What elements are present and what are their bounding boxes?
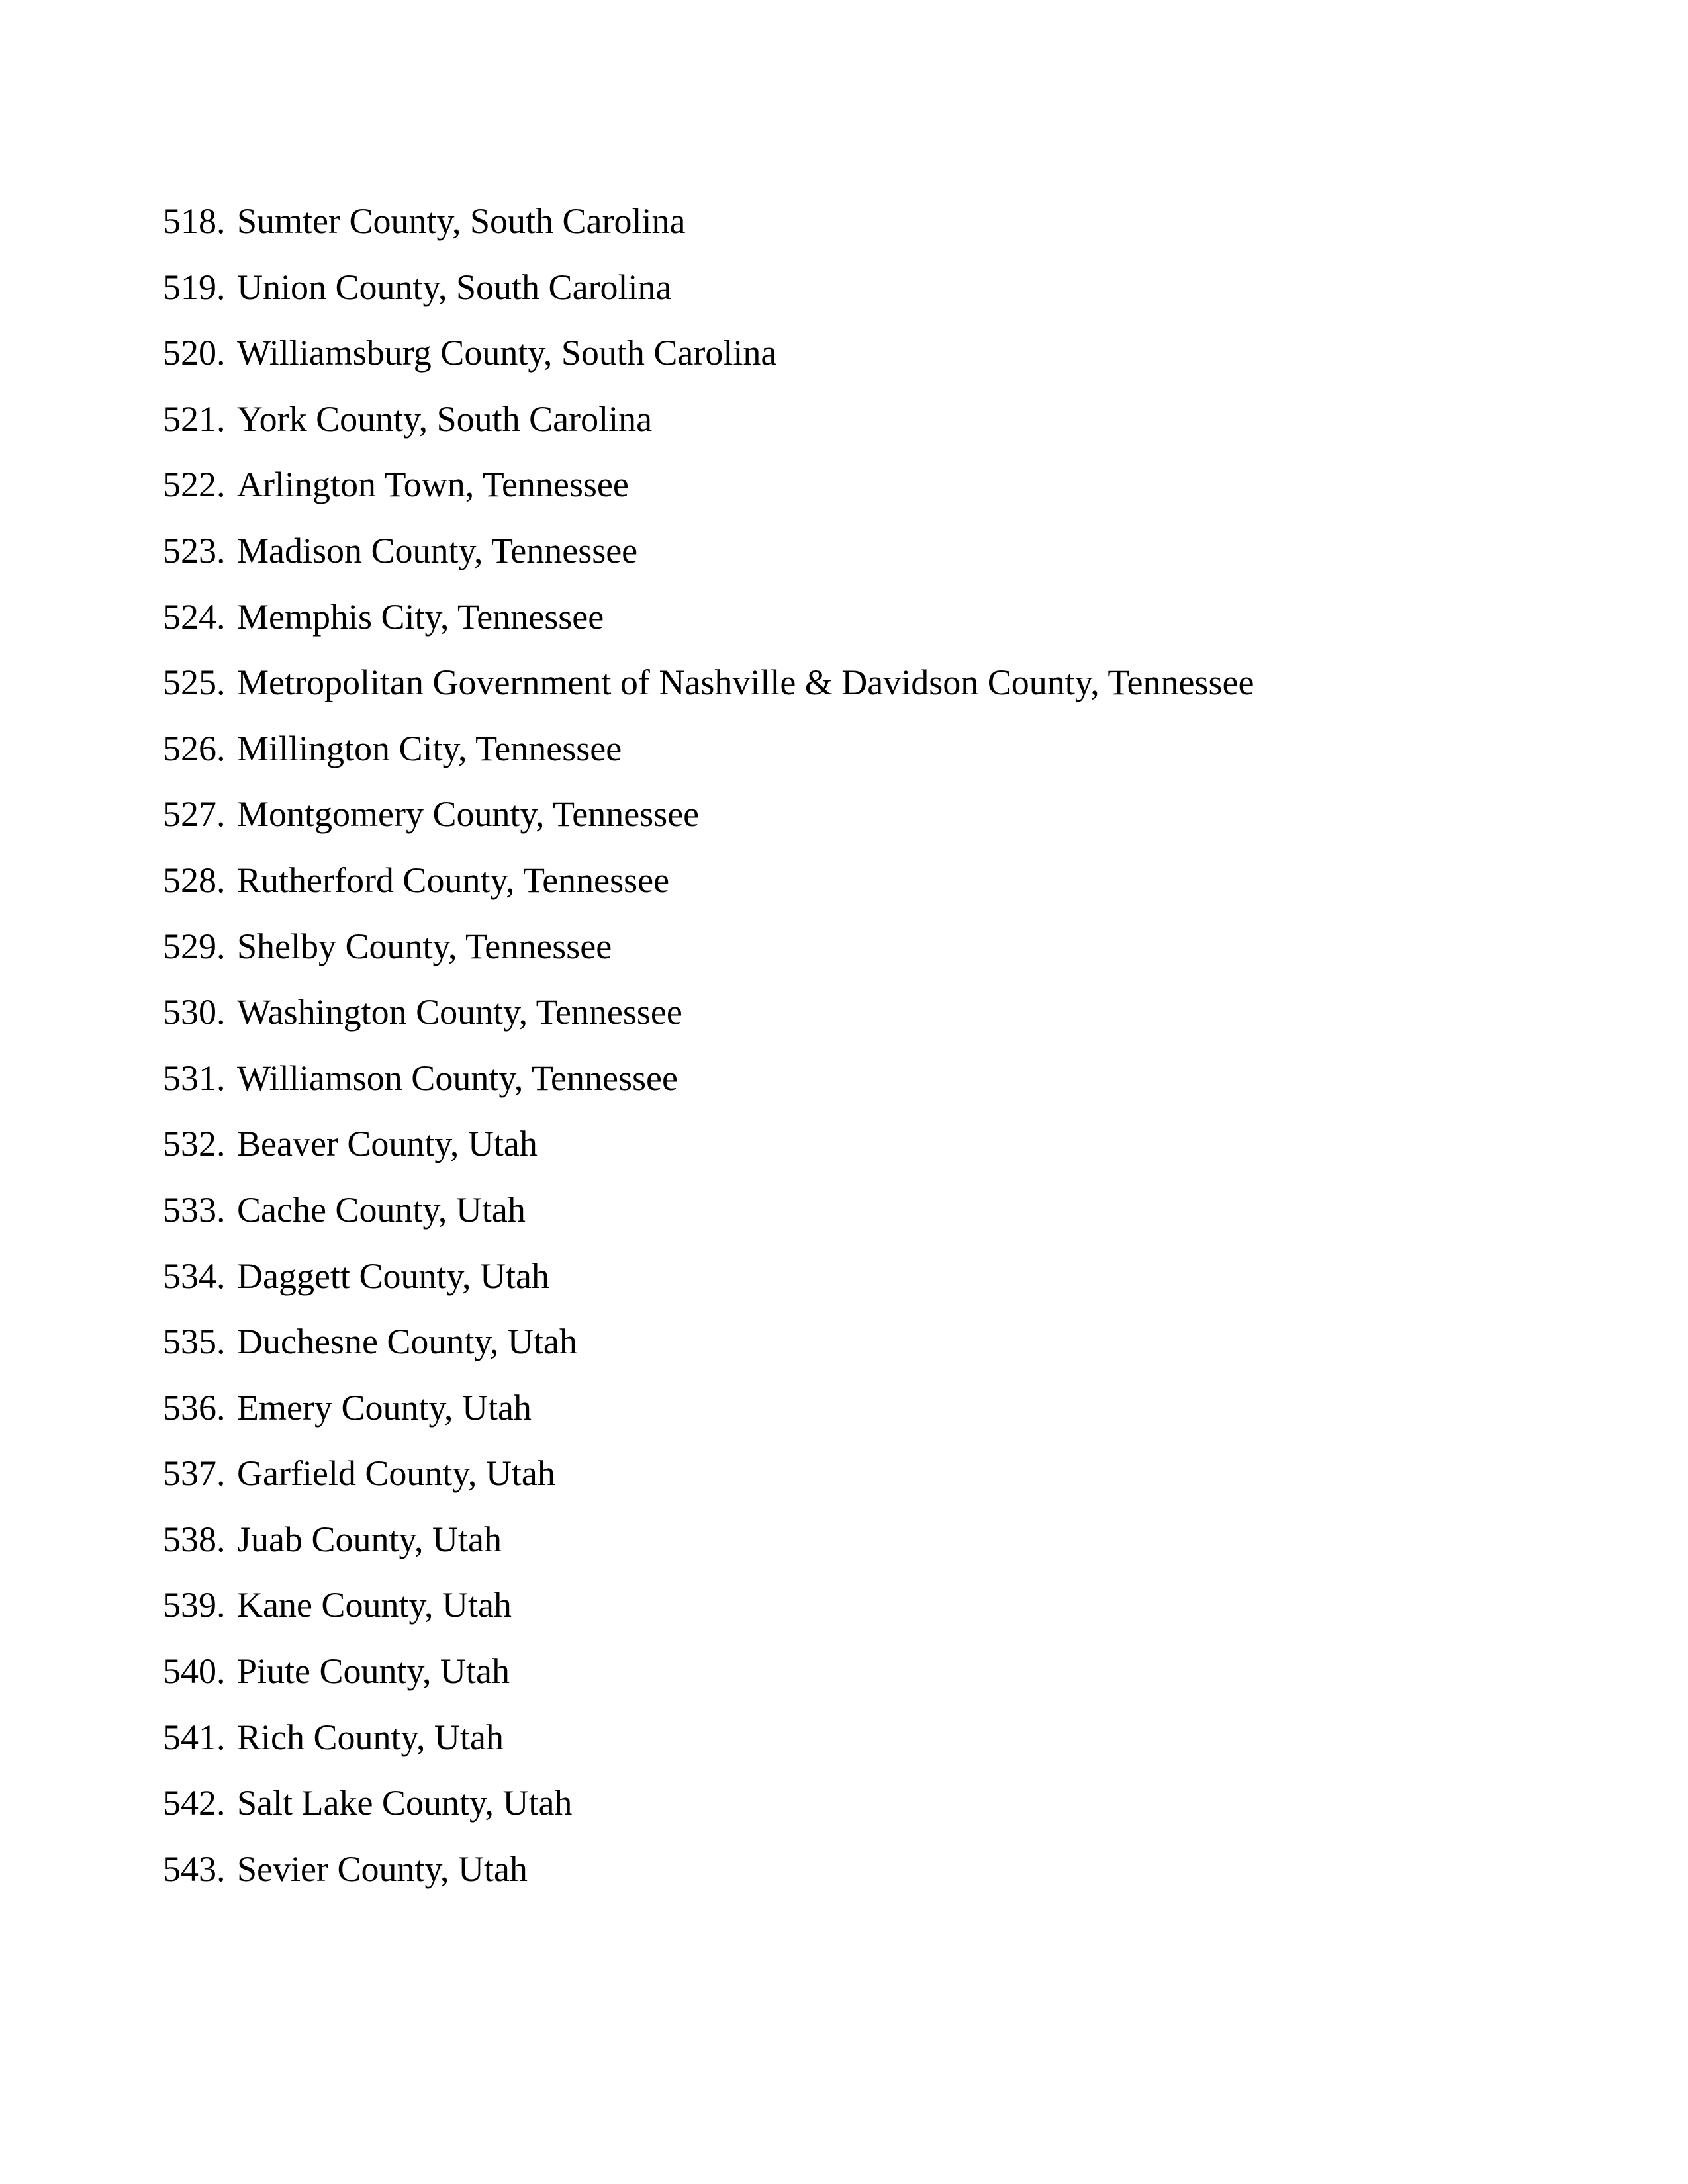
item-name: Sumter County, South Carolina [237,201,686,241]
item-name: Beaver County, Utah [237,1124,538,1164]
item-name: Madison County, Tennessee [237,530,638,570]
item-number: 526. [163,728,226,768]
item-number: 535. [163,1322,226,1362]
list-item [163,193,1586,259]
item-number: 522. [163,465,226,505]
item-number: 521. [163,398,226,439]
item-number: 524. [163,596,226,637]
list-item [163,1380,1586,1446]
item-name: Metropolitan Government of Nashville & Davidson County, Tennessee [237,662,1254,703]
item-name: Juab County, Utah [237,1519,502,1559]
item-name: Washington County, Tennessee [237,992,682,1032]
item-number: 519. [163,267,226,307]
item-number: 543. [163,1848,226,1889]
list-item [163,1841,1586,1907]
item-number: 531. [163,1058,226,1098]
item-number: 537. [163,1453,226,1494]
item-name: Rutherford County, Tennessee [237,860,670,900]
list-item [163,1512,1586,1578]
item-name: Montgomery County, Tennessee [237,794,700,835]
item-number: 529. [163,926,226,966]
item-name: Millington City, Tennessee [237,728,622,768]
list-item [163,1445,1586,1512]
item-name: Williamson County, Tennessee [237,1058,678,1098]
item-name: Rich County, Utah [237,1717,504,1757]
item-number: 527. [163,794,226,835]
item-number: 530. [163,992,226,1032]
item-number: 534. [163,1255,226,1296]
item-name: Kane County, Utah [237,1585,512,1625]
item-number: 536. [163,1387,226,1428]
item-name: Union County, South Carolina [237,267,672,307]
list-item [163,786,1586,852]
list-item [163,1116,1586,1182]
list-item [163,457,1586,523]
list-item [163,523,1586,589]
item-number: 523. [163,530,226,570]
list-item [163,1709,1586,1776]
entity-list [163,193,1586,1907]
item-number: 541. [163,1717,226,1757]
item-number: 542. [163,1783,226,1823]
item-number: 525. [163,662,226,703]
list-item [163,1182,1586,1248]
list-item [163,1050,1586,1116]
item-name: Piute County, Utah [237,1651,510,1692]
list-item [163,1577,1586,1643]
item-number: 538. [163,1519,226,1559]
list-item [163,259,1586,326]
list-item [163,919,1586,985]
list-item [163,589,1586,655]
item-name: Memphis City, Tennessee [237,596,604,637]
item-number: 518. [163,201,226,241]
item-name: Cache County, Utah [237,1189,526,1230]
item-name: Daggett County, Utah [237,1255,549,1296]
item-number: 532. [163,1124,226,1164]
list-item [163,325,1586,391]
item-name: Duchesne County, Utah [237,1322,577,1362]
list-item [163,1314,1586,1380]
item-number: 520. [163,333,226,373]
item-name: Williamsburg County, South Carolina [237,333,777,373]
list-item [163,984,1586,1050]
item-number: 528. [163,860,226,900]
item-name: Shelby County, Tennessee [237,926,612,966]
item-name: Salt Lake County, Utah [237,1783,573,1823]
list-item [163,391,1586,457]
item-name: Arlington Town, Tennessee [237,465,629,505]
item-number: 533. [163,1189,226,1230]
item-name: Garfield County, Utah [237,1453,555,1494]
list-item [163,655,1586,721]
item-name: York County, South Carolina [237,398,653,439]
list-item [163,721,1586,787]
list-item [163,1775,1586,1841]
item-number: 540. [163,1651,226,1692]
list-item [163,852,1586,919]
item-number: 539. [163,1585,226,1625]
list-item [163,1643,1586,1709]
item-name: Sevier County, Utah [237,1848,528,1889]
item-name: Emery County, Utah [237,1387,532,1428]
list-item [163,1248,1586,1314]
